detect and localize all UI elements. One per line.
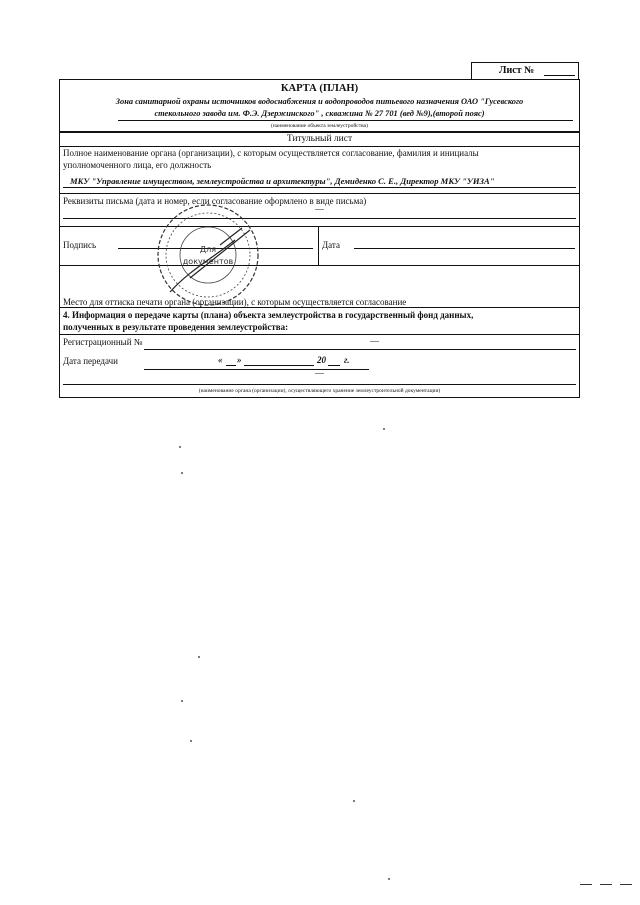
transfer-date-day-close: » (237, 355, 242, 365)
scan-speck (353, 800, 355, 802)
storage-org-line (63, 384, 576, 385)
scan-edge-mark (580, 884, 592, 885)
org-name-value: МКУ "Управление имуществом, землеустройства и архитектуры", Демиденко С. Е., Директор МКУ "УИЗА" (70, 176, 495, 186)
scan-speck (388, 878, 390, 880)
registration-number-line (144, 349, 576, 350)
letter-details-underline (63, 218, 576, 219)
scan-speck (181, 472, 183, 474)
letter-details-label: Реквизиты письма (дата и номер, если согласование оформлено в виде письма) (63, 196, 367, 206)
signature-divider (60, 265, 579, 266)
org-intro-line-2: уполномоченного лица, его должность (63, 160, 212, 170)
sheet-number-box (471, 62, 579, 80)
scan-speck (179, 446, 181, 448)
transfer-date-label: Дата передачи (63, 356, 118, 366)
seal-inner-text-2: документов (182, 257, 234, 266)
scan-edge-mark (600, 884, 612, 885)
seal-inner-text: Для (199, 245, 217, 254)
header-divider (60, 131, 579, 133)
transfer-date-year-suffix: г. (344, 355, 350, 365)
sheet-number-label: Лист № (499, 65, 535, 76)
signature-date-separator (318, 226, 319, 265)
object-name-caption: (наименование объекта землеустройства) (271, 123, 368, 129)
stamp-place-label: Место для оттиска печати органа (организации), с которым осуществляется согласование (63, 297, 407, 307)
scan-speck (198, 656, 200, 658)
signature-date-line (354, 248, 575, 249)
seal-stamp (150, 200, 266, 310)
letter-divider (60, 226, 579, 227)
signature-date-label: Дата (322, 240, 340, 250)
stamp-divider (60, 307, 579, 308)
section4-heading-line-2: полученных в результате проведения землеустройства: (63, 322, 289, 332)
transfer-date-month-line (244, 365, 314, 366)
org-name-underline (63, 187, 576, 188)
transfer-date-year: 20 (317, 355, 326, 365)
registration-number-value: — (370, 336, 379, 346)
sheet-number-line (544, 75, 575, 76)
registration-number-label: Регистрационный № (63, 337, 143, 347)
scan-speck (190, 740, 192, 742)
org-intro-line-1: Полное наименование органа (организации), с которым осуществляется согласование, фамилия и инициалы (63, 148, 479, 158)
signature-label: Подпись (63, 240, 97, 250)
section4-heading-line-1: 4. Информация о передаче карты (плана) объекта землеустройства в государственный фонд данных, (63, 310, 474, 320)
form-title: КАРТА (ПЛАН) (280, 83, 359, 94)
storage-org-caption: (наименование органа (организации), осуществляющего хранение землеустроительной документации) (198, 388, 441, 394)
section4-divider (60, 334, 579, 335)
transfer-date-day-line (226, 365, 236, 366)
title-sheet-label: Титульный лист (286, 134, 353, 144)
scan-speck (383, 428, 385, 430)
object-name-underline (118, 120, 573, 121)
transfer-date-day-open: « (218, 355, 223, 365)
transfer-date-underline (144, 369, 369, 370)
scan-speck (181, 700, 183, 702)
org-divider (60, 193, 579, 194)
letter-details-value: — (315, 204, 324, 214)
object-name-line-1: Зона санитарной охраны источников водоснабжения и водопроводов питьевого назначения ОАО "Гусевского (115, 97, 524, 106)
transfer-date-dash: — (315, 368, 324, 378)
object-name-line-2: стекольного завода им. Ф.Э. Дзержинского" , скважина № 27 701 (вед №9),(второй пояс) (154, 109, 485, 118)
scan-edge-mark (620, 884, 632, 885)
form-frame (59, 79, 580, 398)
transfer-date-year-line (328, 365, 340, 366)
title-sheet-divider (60, 146, 579, 147)
